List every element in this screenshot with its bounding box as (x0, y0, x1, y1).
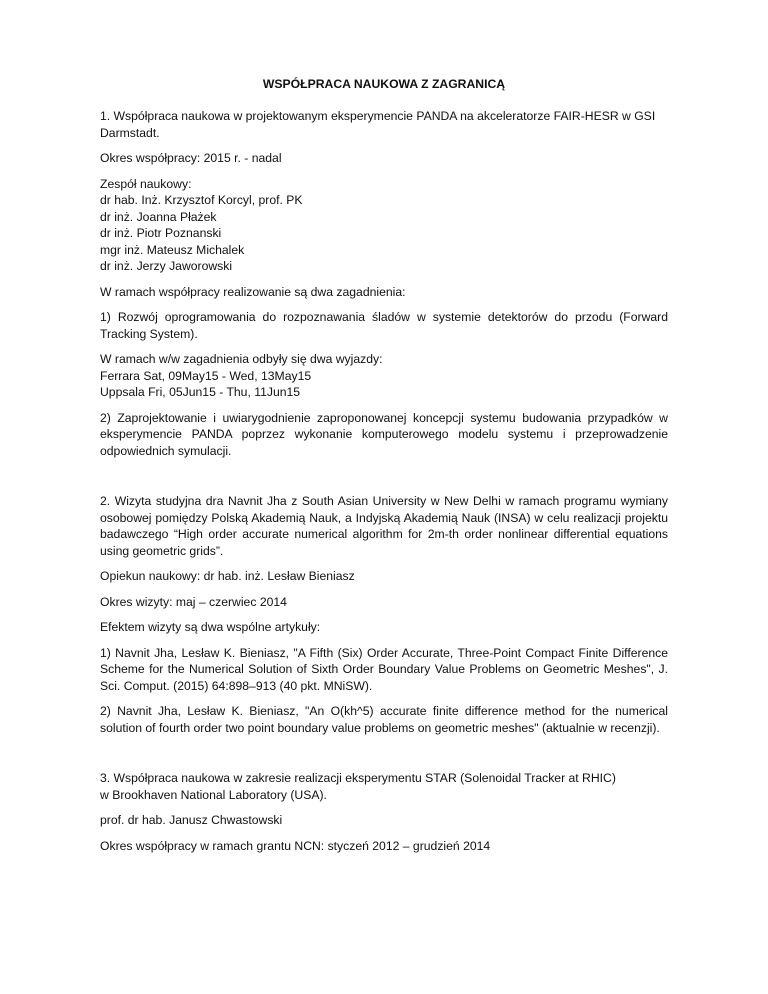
section-3-heading-line: w Brookhaven National Laboratory (USA). (100, 787, 327, 802)
section-1-heading: 1. Współpraca naukowa w projektowanym eksperymencie PANDA na akceleratorze FAIR-HESR w GSI Darmstadt. (100, 109, 656, 140)
section-3-person: prof. dr hab. Janusz Chwastowski (100, 813, 283, 827)
trips-intro: W ramach w/w zagadnienia odbyły się dwa wyjazdy: (100, 352, 383, 366)
section-2-heading: 2. Wizyta studyjna dra Navnit Jha z South Asian University w New Delhi w ramach programu wymiany osobowej pomiędzy Polską Akademią Nauk, a Indyjską Akademią Nauk (INSA) w celu realizacji projektu badawczego “High order accurate numerical algorithm for 2m-th order nonlinear differential equations using geometric grids”. (100, 494, 668, 558)
section-1-topic-1: 1) Rozwój oprogramowania do rozpoznawania śladów w systemie detektorów do przodu (Forward Tracking System). (100, 310, 668, 341)
section-spacer (100, 468, 668, 493)
team-member: dr inż. Jerzy Jaworowski (100, 259, 233, 273)
section-1-team (100, 176, 668, 275)
section-2-supervisor: Opiekun naukowy: dr hab. inż. Lesław Bieniasz (100, 569, 355, 583)
section-spacer (100, 745, 668, 770)
section-1-topic-2: 2) Zaprojektowanie i uwiarygodnienie zaproponowanej koncepcji systemu budowania przypadków w eksperymencie PANDA poprzez wykonanie komputerowego modelu systemu i przeprowadzenie odpowiednich symulacji. (100, 410, 668, 458)
section-3-heading (100, 770, 668, 803)
section-2-effect: Efektem wizyty są dwa wspólne artykuły: (100, 620, 321, 634)
team-member: dr hab. Inż. Krzysztof Korcyl, prof. PK (100, 193, 303, 207)
section-3-heading-line: 3. Współpraca naukowa w zakresie realizacji eksperymentu STAR (Solenoidal Tracker at RHIC) (100, 771, 616, 785)
team-member: dr inż. Piotr Poznanski (100, 226, 222, 240)
trip-item: Ferrara Sat, 09May15 - Wed, 13May15 (100, 368, 312, 383)
trip-item: Uppsala Fri, 05Jun15 - Thu, 11Jun15 (100, 385, 301, 399)
section-1-period: Okres współpracy: 2015 r. - nadal (100, 151, 282, 165)
section-1-trips (100, 351, 668, 401)
section-2-article-2: 2) Navnit Jha, Lesław K. Bieniasz, "An O(kh^5) accurate finite difference method for the numerical solution of fourth order two point boundary value problems on geometric meshes" (aktualnie w recenzji). (100, 704, 668, 735)
section-1-topics-intro: W ramach współpracy realizowanie są dwa zagadnienia: (100, 284, 406, 299)
section-2-article-1: 1) Navnit Jha, Lesław K. Bieniasz, "A Fifth (Six) Order Accurate, Three-Point Compact Finite Difference Scheme for the Numerical Solution of Sixth Order Boundary Value Problems on Geometric Meshes", J. Sci. Comput. (2015) 64:898–913 (40 pkt. MNiSW). (100, 645, 668, 693)
section-2-period: Okres wizyty: maj – czerwiec 2014 (100, 594, 287, 609)
team-label: Zespół naukowy: (100, 176, 192, 191)
document-title: WSPÓŁPRACA NAUKOWA Z ZAGRANICĄ (262, 77, 506, 91)
team-member: mgr inż. Mateusz Michalek (100, 242, 245, 257)
section-3-period: Okres współpracy w ramach grantu NCN: styczeń 2012 – grudzień 2014 (100, 838, 491, 853)
team-member: dr inż. Joanna Płażek (100, 209, 217, 224)
